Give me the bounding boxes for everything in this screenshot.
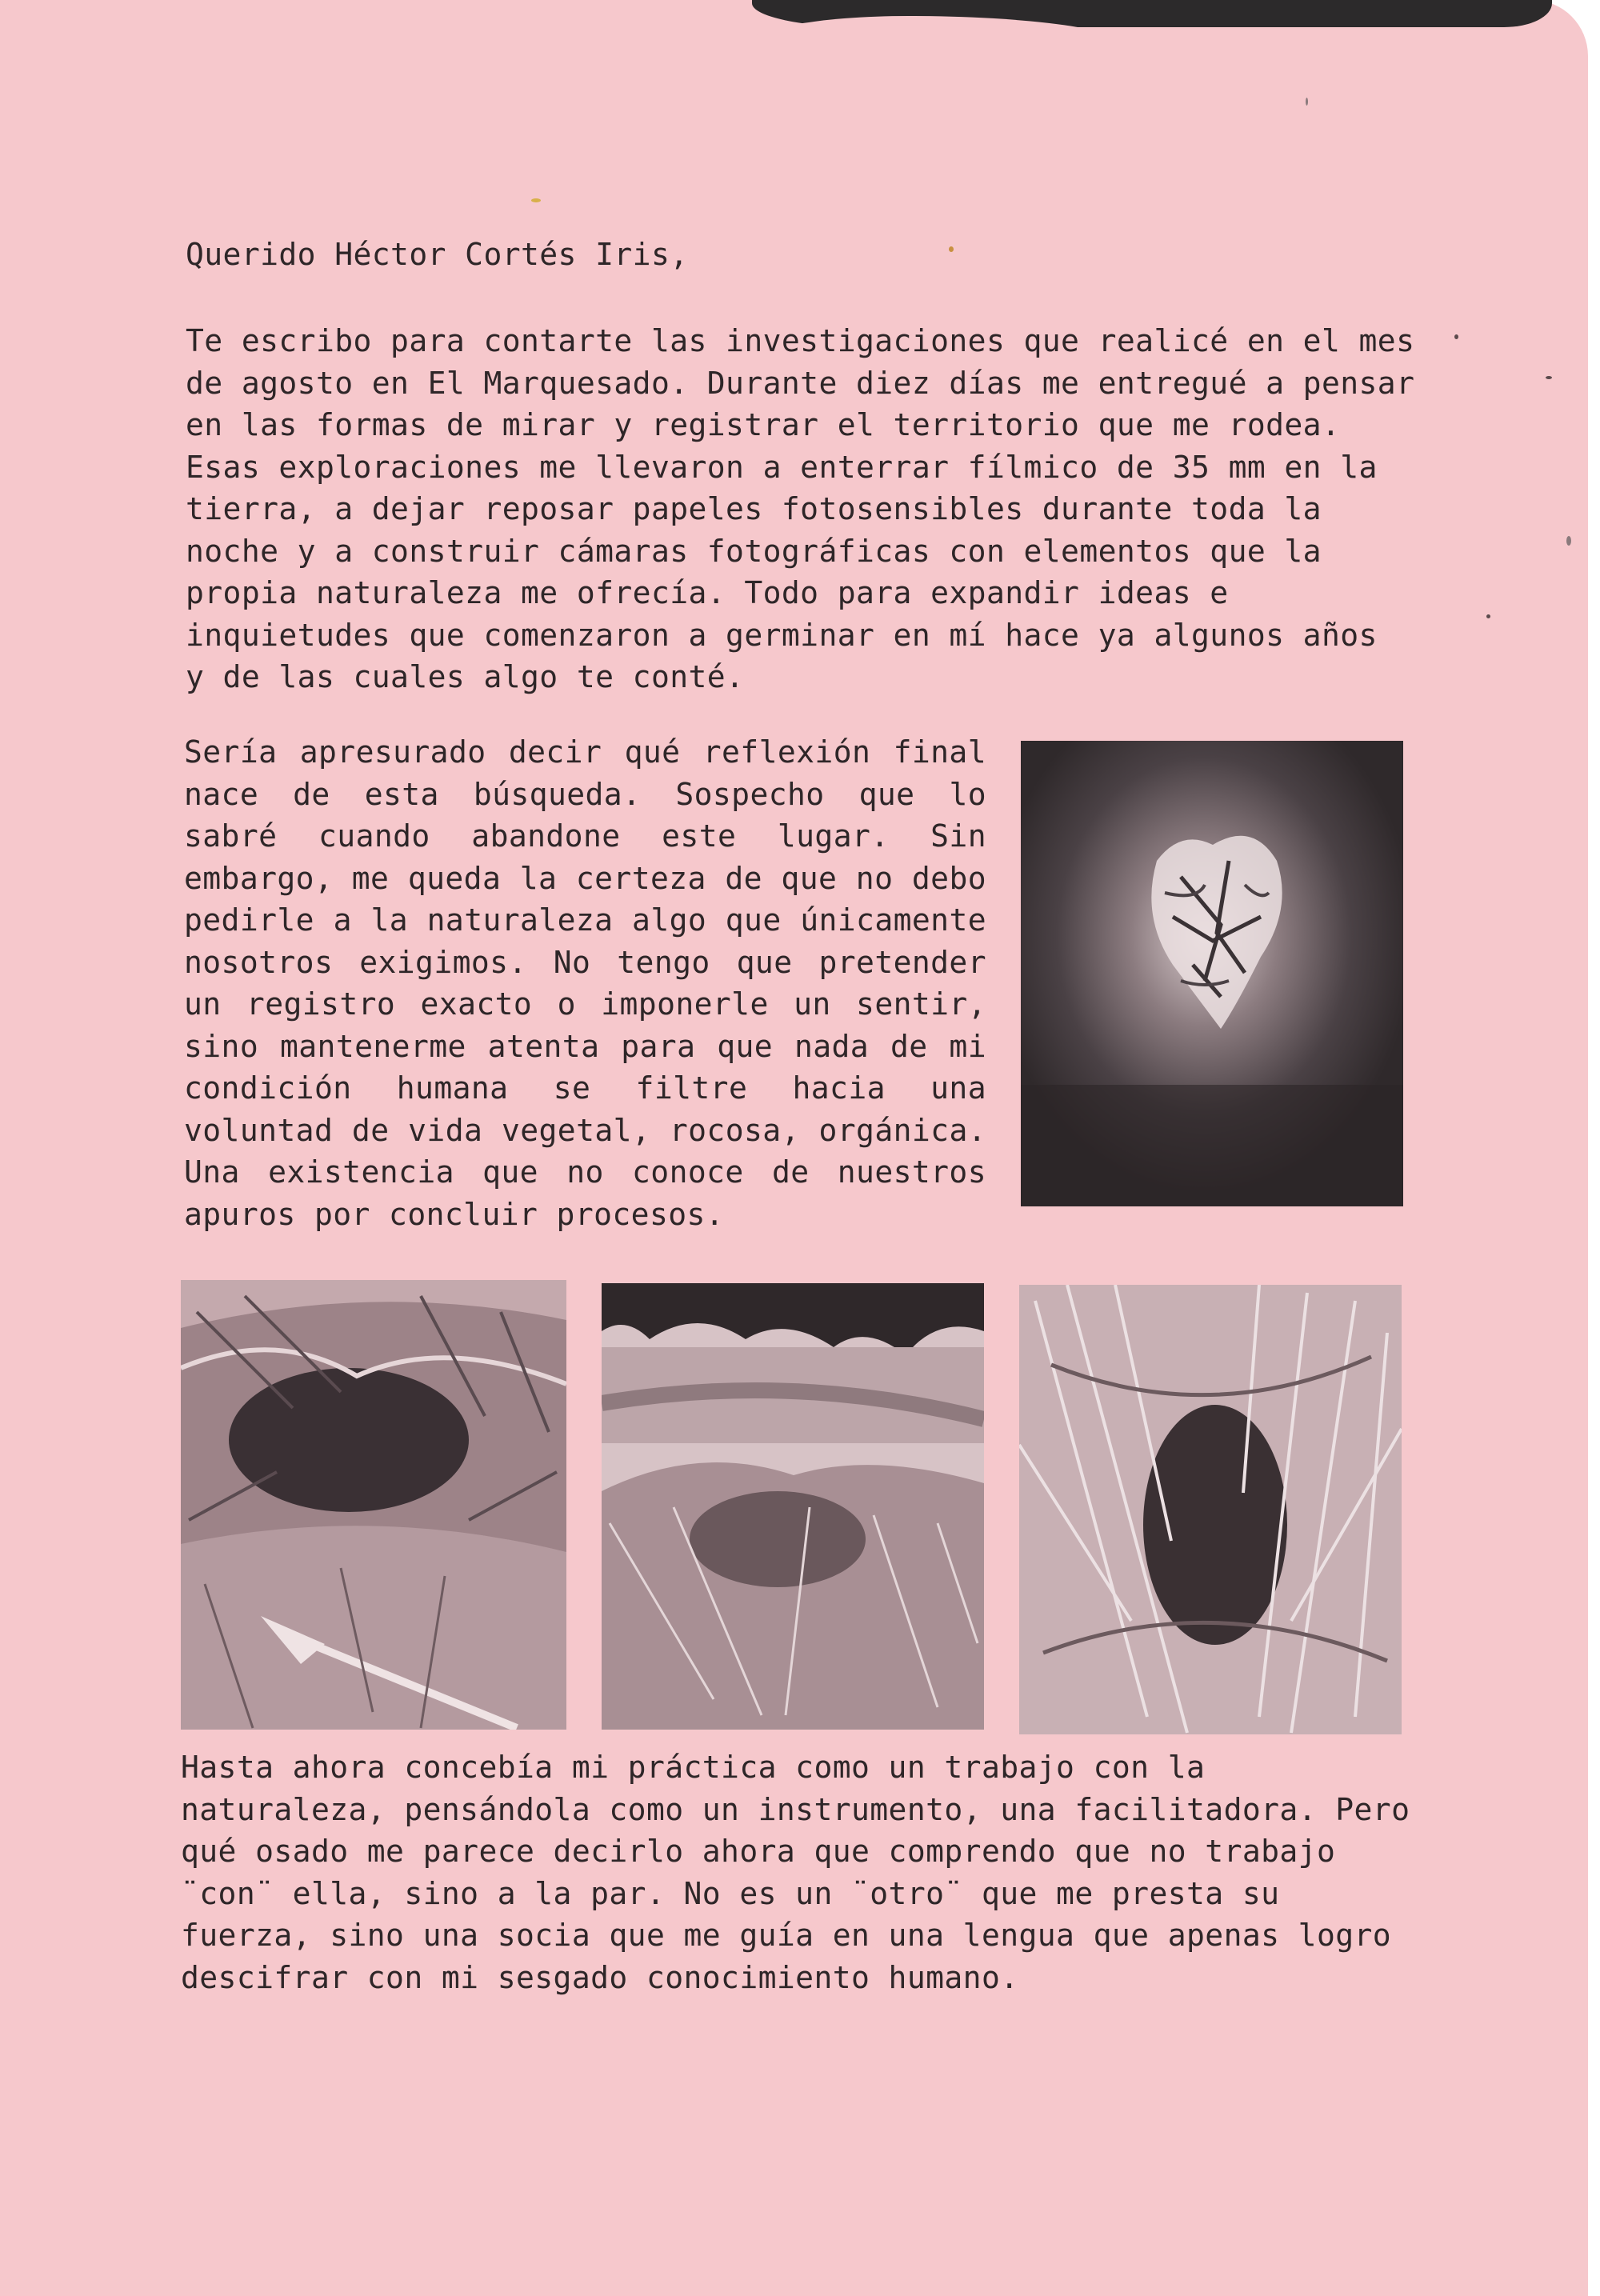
photo-grass-mound: [602, 1283, 984, 1730]
paragraph-reflection: Sería apresurado decir qué reflexión final nace de esta búsqueda. Sospecho que lo sabré cuando abandone este lugar. Sin embargo, me queda la certeza de que no debo pedirle a la naturaleza algo que únicamente nosotros exigimos. No tengo que pretender un registro exacto o imponerle un sentir, sino mantenerme atenta para que nada de mi condición humana se filtre hacia una voluntad de vida vegetal, rocosa, orgánica. Una existencia que no conoce de nuestros apuros por concluir procesos.: [184, 734, 986, 1232]
paragraph-closing: Hasta ahora concebía mi práctica como un trabajo con la naturaleza, pensándola como un instrumento, una facilitadora. Pero qué osado me parece decirlo ahora que comprendo que no trabajo ¨con¨ ella, sino a la par. No es un ¨otro¨ que me presta su fuerza, sino una socia que me guía en una lengua que apenas logro descifrar con mi sesgado conocimiento humano.: [181, 1750, 1410, 1995]
paper-speck: [1546, 376, 1552, 379]
greeting: Querido Héctor Cortés Iris,: [186, 237, 689, 272]
paper-speck: [1566, 536, 1571, 546]
paper-speck: [1454, 334, 1458, 339]
photo-pinhole-foliage: [1021, 741, 1403, 1206]
paper-speck: [531, 198, 541, 202]
photo-grass-shelter: [181, 1280, 566, 1730]
paper-speck: [1306, 98, 1308, 106]
paper-speck: [1486, 614, 1490, 618]
paragraph-intro: Te escribo para contarte las investigaciones que realicé en el mes de agosto en El Marquesado. Durante diez días me entregué a pensar en las formas de mirar y registrar el territorio que me rodea. Esas exploraciones me llevaron a enterrar fílmico de 35 mm en la tierra, a dejar reposar papeles fotosensibles durante toda la noche y a construir cámaras fotográficas con elementos que la propia naturaleza me ofrecía. Todo para expandir ideas e inquietudes que comenzaron a germinar en mí hace ya algunos años y de las cuales algo te conté.: [186, 323, 1415, 694]
photo-grass-nest: [1019, 1285, 1402, 1734]
